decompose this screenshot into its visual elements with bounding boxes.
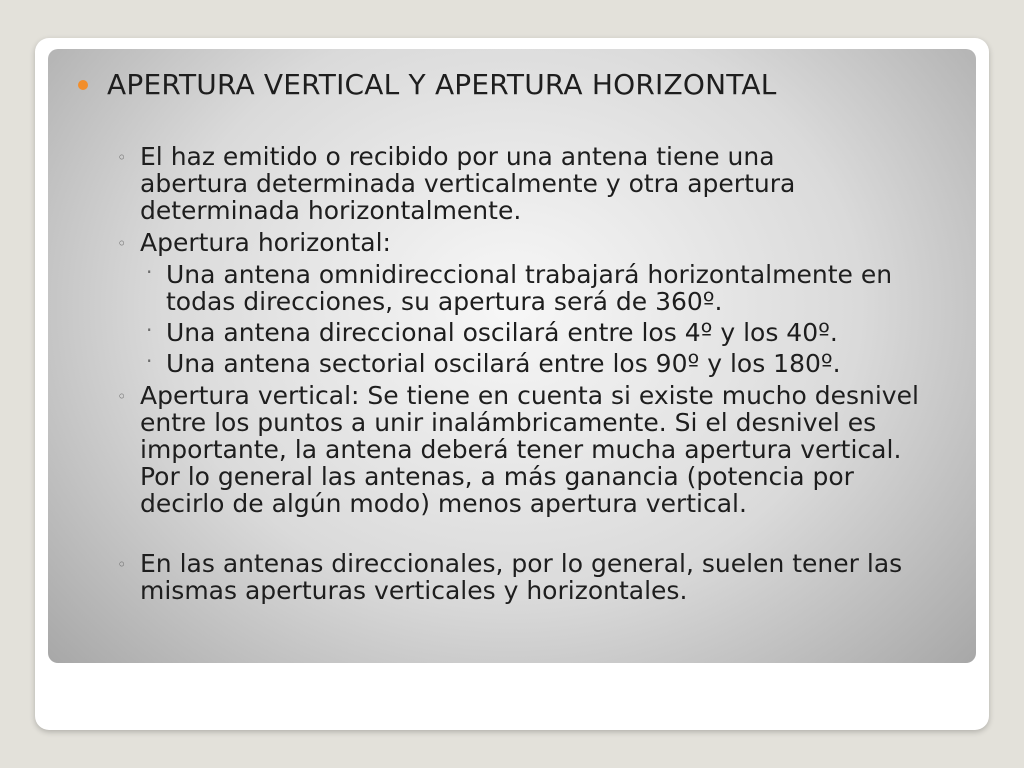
sub-bullet-item <box>146 349 956 378</box>
bullet-text: Apertura horizontal: <box>140 228 391 257</box>
circle-bullet-icon: ◦ <box>117 387 127 406</box>
dot-bullet-icon: · <box>146 260 153 284</box>
bullet-item <box>117 549 965 605</box>
circle-bullet-icon: ◦ <box>117 148 127 167</box>
sub-bullet-item <box>146 318 956 347</box>
dot-bullet-icon: · <box>146 318 153 342</box>
bullet-text: El haz emitido o recibido por una antena tiene una abertura determinada verticalmente y otra apertura determinada horizontalmente. <box>140 142 796 225</box>
bullet-item <box>117 228 880 257</box>
bullet-text: En las antenas direccionales, por lo general, suelen tener las mismas aperturas verticales y horizontales. <box>140 549 903 605</box>
dot-bullet-icon: · <box>146 349 153 373</box>
sub-bullet-text: Una antena sectorial oscilará entre los 90º y los 180º. <box>166 349 841 378</box>
slide-title: APERTURA VERTICAL Y APERTURA HORIZONTAL <box>107 68 777 101</box>
sub-bullet-text: Una antena direccional oscilará entre los 4º y los 40º. <box>166 318 838 347</box>
circle-bullet-icon: ◦ <box>117 234 127 253</box>
sub-bullet-item <box>146 260 952 316</box>
circle-bullet-icon: ◦ <box>117 555 127 574</box>
orange-bullet-icon <box>78 80 88 90</box>
sub-bullet-text: Una antena omnidireccional trabajará horizontalmente en todas direcciones, su apertura será de 360º. <box>166 260 893 316</box>
bullet-text: Apertura vertical: Se tiene en cuenta si existe mucho desnivel entre los puntos a unir inalámbricamente. Si el desnivel es importante, la antena deberá tener mucha apertura vertical. Por lo general las antenas, a más ganancia (potencia por decirlo de algún modo) menos apertura vertical. <box>140 381 919 518</box>
bullet-item <box>117 381 945 518</box>
bullet-item <box>117 142 880 225</box>
